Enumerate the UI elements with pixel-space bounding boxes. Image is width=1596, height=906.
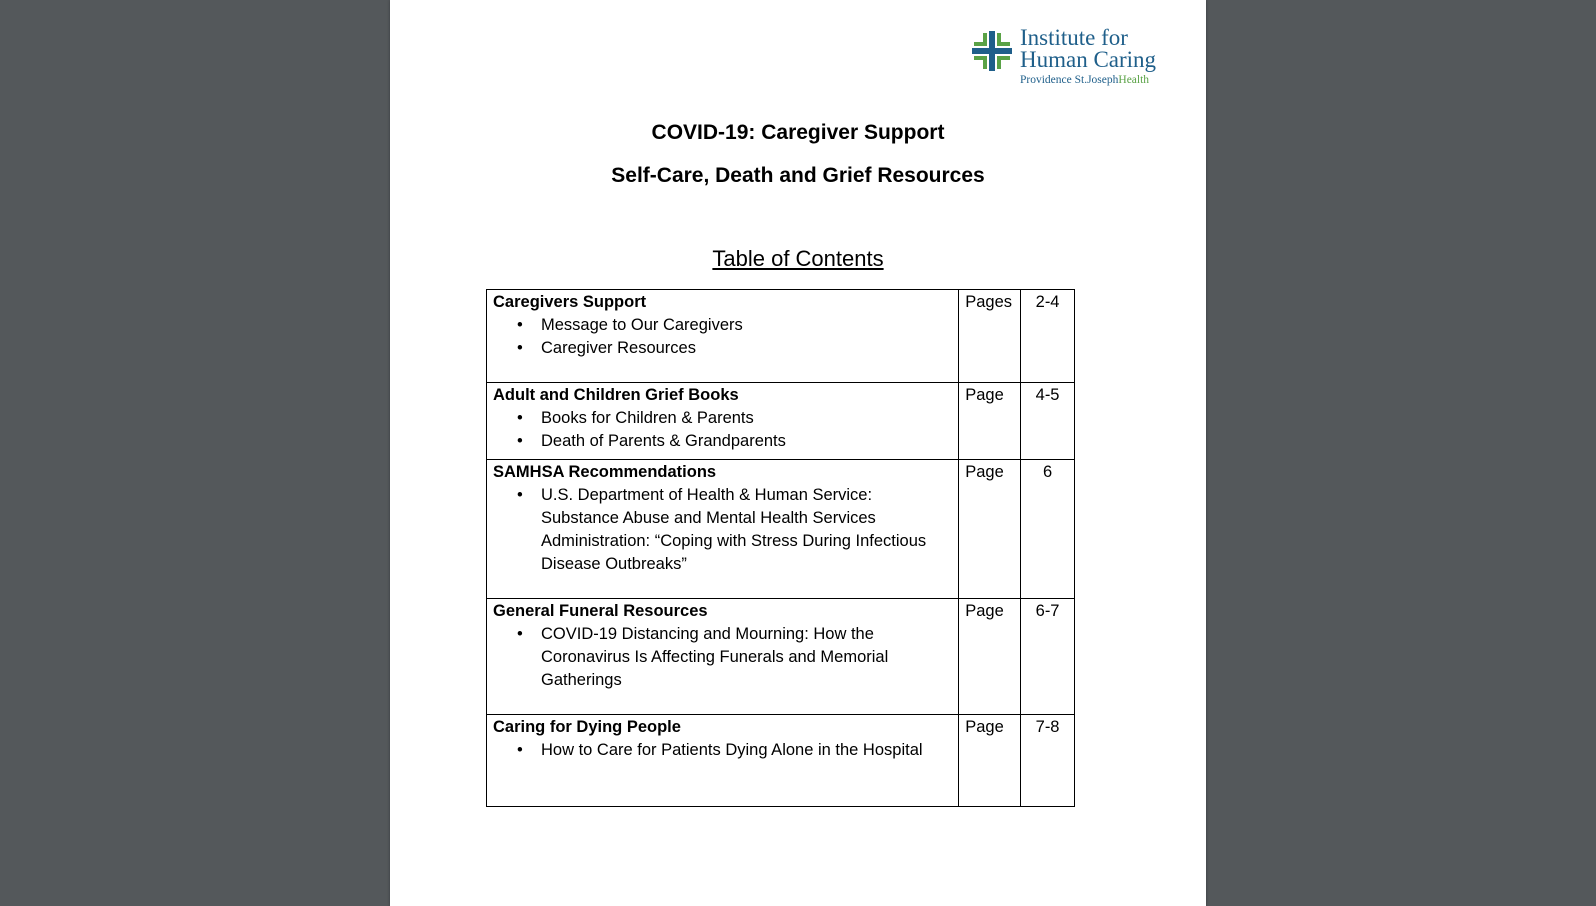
- toc-section-cell: [487, 290, 959, 383]
- list-item: • COVID-19 Distancing and Mourning: How the Coronavirus Is Affecting Funerals and Memorial Gatherings: [541, 623, 952, 692]
- toc-section-cell: [487, 460, 959, 599]
- toc-page-number: 6-7: [1021, 599, 1075, 715]
- toc-section-title: Caring for Dying People: [493, 718, 681, 736]
- cross-logo-icon: [972, 31, 1012, 71]
- table-row: [487, 383, 1075, 460]
- toc-page-label: Pages: [959, 290, 1021, 383]
- table-row: [487, 715, 1075, 807]
- toc-page-label: Page: [959, 460, 1021, 599]
- toc-section-title: General Funeral Resources: [493, 602, 708, 620]
- toc-item-list: [493, 484, 952, 576]
- table-row: [487, 290, 1075, 383]
- logo-line-2: Human Caring: [1020, 47, 1157, 72]
- logo-wordmark: [1020, 27, 1156, 71]
- toc-heading: Table of Contents: [712, 246, 884, 271]
- list-item: • Message to Our Caregivers: [541, 314, 952, 337]
- toc-section-title: Adult and Children Grief Books: [493, 386, 739, 404]
- toc-page-number: 7-8: [1021, 715, 1075, 807]
- toc-section-title: SAMHSA Recommendations: [493, 463, 717, 481]
- toc-section-cell: [487, 599, 959, 715]
- list-item: • Books for Children & Parents: [541, 407, 952, 430]
- list-item: • How to Care for Patients Dying Alone in the Hospital: [541, 739, 952, 762]
- logo-sub-main: Providence St.Joseph: [1020, 74, 1119, 86]
- toc-section-title: Caregivers Support: [493, 293, 647, 311]
- toc-item-list: [493, 314, 952, 360]
- document-subtitle: Self-Care, Death and Grief Resources: [611, 164, 985, 187]
- toc-page-label: Page: [959, 715, 1021, 807]
- list-item: • Death of Parents & Grandparents: [541, 430, 952, 453]
- table-row: [487, 460, 1075, 599]
- logo-line-1: Institute for: [1020, 25, 1128, 50]
- institute-logo: [972, 27, 1172, 91]
- list-item: • U.S. Department of Health & Human Service: Substance Abuse and Mental Health Services Administration: “Coping with Stress During Infectious Disease Outbreaks”: [541, 484, 952, 576]
- toc-table: [486, 289, 1075, 807]
- toc-item-list: [493, 623, 952, 692]
- toc-page-number: 2-4: [1021, 290, 1075, 383]
- list-item: • Caregiver Resources: [541, 337, 952, 360]
- toc-section-cell: [487, 383, 959, 460]
- toc-item-list: [493, 739, 952, 762]
- document-title: COVID-19: Caregiver Support: [651, 121, 945, 144]
- toc-page-label: Page: [959, 599, 1021, 715]
- toc-page-label: Page: [959, 383, 1021, 460]
- toc-page-number: 4-5: [1021, 383, 1075, 460]
- toc-page-number: 6: [1021, 460, 1075, 599]
- logo-sub-accent: Health: [1118, 74, 1150, 86]
- toc-section-cell: [487, 715, 959, 807]
- table-row: [487, 599, 1075, 715]
- logo-subtitle: [1020, 74, 1149, 86]
- toc-item-list: [493, 407, 952, 453]
- document-page: [390, 0, 1206, 906]
